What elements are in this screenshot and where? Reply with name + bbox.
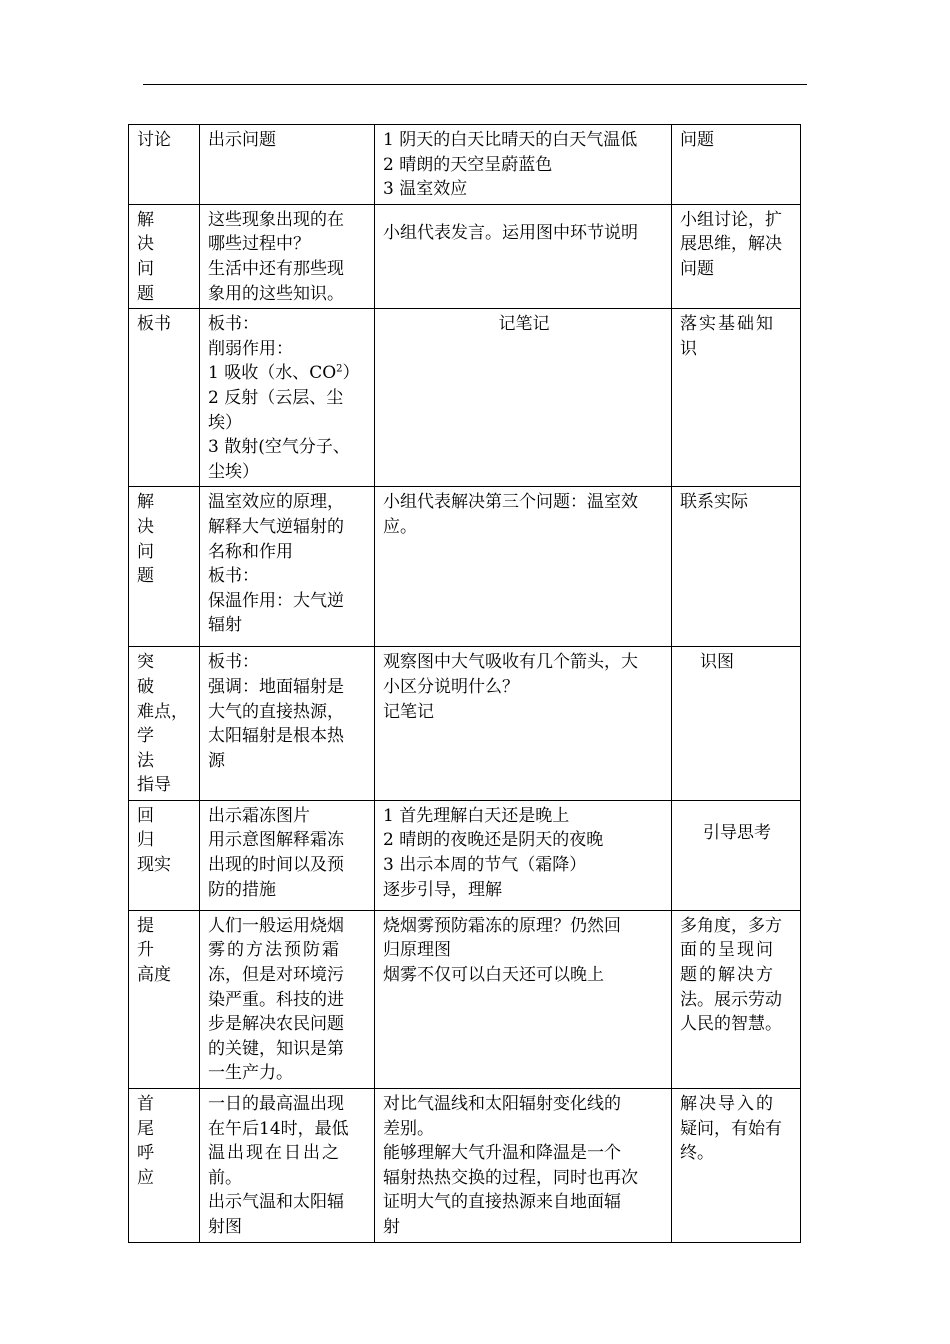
stage-cell: 突 破 难点， 学 法 指导 bbox=[129, 647, 200, 801]
teacher-cell: 板书： 强调：地面辐射是 大气的直接热源， 太阳辐射是根本热 源 bbox=[200, 647, 375, 801]
stage-cell: 板书 bbox=[129, 309, 200, 487]
table-row bbox=[129, 1089, 801, 1243]
table-row bbox=[129, 910, 801, 1088]
teacher-cell: 这些现象出现的在 哪些过程中？ 生活中还有那些现 象用的这些知识。 bbox=[200, 204, 375, 308]
header-rule bbox=[143, 84, 807, 85]
student-cell: 记笔记 bbox=[375, 309, 672, 487]
stage-cell: 提 升 高度 bbox=[129, 910, 200, 1088]
table-row bbox=[129, 309, 801, 487]
teacher-cell: 出示问题 bbox=[200, 125, 375, 205]
table-row bbox=[129, 647, 801, 801]
stage-cell: 讨论 bbox=[129, 125, 200, 205]
teacher-cell: 出示霜冻图片 用示意图解释霜冻 出现的时间以及预 防的措施 bbox=[200, 800, 375, 910]
stage-cell: 首 尾 呼 应 bbox=[129, 1089, 200, 1243]
teacher-cell: 一日的最高温出现 在午后14时，最低 温出现在日出之 前。 出示气温和太阳辐 射图 bbox=[200, 1089, 375, 1243]
student-cell: 观察图中大气吸收有几个箭头，大 小区分说明什么？ 记笔记 bbox=[375, 647, 672, 801]
stage-cell: 解 决 问 题 bbox=[129, 487, 200, 647]
purpose-cell: 多角度，多方 面的呈现问 题的解决方 法。展示劳动 人民的智慧。 bbox=[672, 910, 801, 1088]
student-cell: 1 阴天的白天比晴天的白天气温低 2 晴朗的天空呈蔚蓝色 3 温室效应 bbox=[375, 125, 672, 205]
purpose-cell: 问题 bbox=[672, 125, 801, 205]
student-cell: 小组代表发言。运用图中环节说明 bbox=[375, 204, 672, 308]
purpose-cell: 识图 bbox=[672, 647, 801, 801]
purpose-cell: 联系实际 bbox=[672, 487, 801, 647]
stage-cell: 解 决 问 题 bbox=[129, 204, 200, 308]
purpose-cell: 引导思考 bbox=[672, 800, 801, 910]
table-row bbox=[129, 800, 801, 910]
student-cell: 对比气温线和太阳辐射变化线的 差别。 能够理解大气升温和降温是一个 辐射热热交换的过程，同时也再次 证明大气的直接热源来自地面辐 射 bbox=[375, 1089, 672, 1243]
stage-cell: 回 归 现实 bbox=[129, 800, 200, 910]
purpose-cell: 小组讨论，扩 展思维，解决 问题 bbox=[672, 204, 801, 308]
teacher-cell: 板书： 削弱作用： 1 吸收（水、$CO^2$） 2 反射（云层、尘 埃） 3 散射(空气分子、 尘埃） bbox=[200, 309, 375, 487]
teacher-cell: 温室效应的原理， 解释大气逆辐射的 名称和作用 板书： 保温作用：大气逆 辐射 bbox=[200, 487, 375, 647]
student-cell: 小组代表解决第三个问题：温室效 应。 bbox=[375, 487, 672, 647]
table-row bbox=[129, 125, 801, 205]
table-row bbox=[129, 487, 801, 647]
purpose-cell: 落实基础知 识 bbox=[672, 309, 801, 487]
teacher-cell: 人们一般运用烧烟 雾的方法预防霜 冻，但是对环境污 染严重。科技的进 步是解决农民问题 的关键，知识是第 一生产力。 bbox=[200, 910, 375, 1088]
purpose-cell: 解决导入的 疑问，有始有 终。 bbox=[672, 1089, 801, 1243]
student-cell: 1 首先理解白天还是晚上 2 晴朗的夜晚还是阴天的夜晚 3 出示本周的节气（霜降） 逐步引导，理解 bbox=[375, 800, 672, 910]
student-cell: 烧烟雾预防霜冻的原理？仍然回 归原理图 烟雾不仅可以白天还可以晚上 bbox=[375, 910, 672, 1088]
table-row bbox=[129, 204, 801, 308]
lesson-plan-table bbox=[128, 124, 801, 1243]
